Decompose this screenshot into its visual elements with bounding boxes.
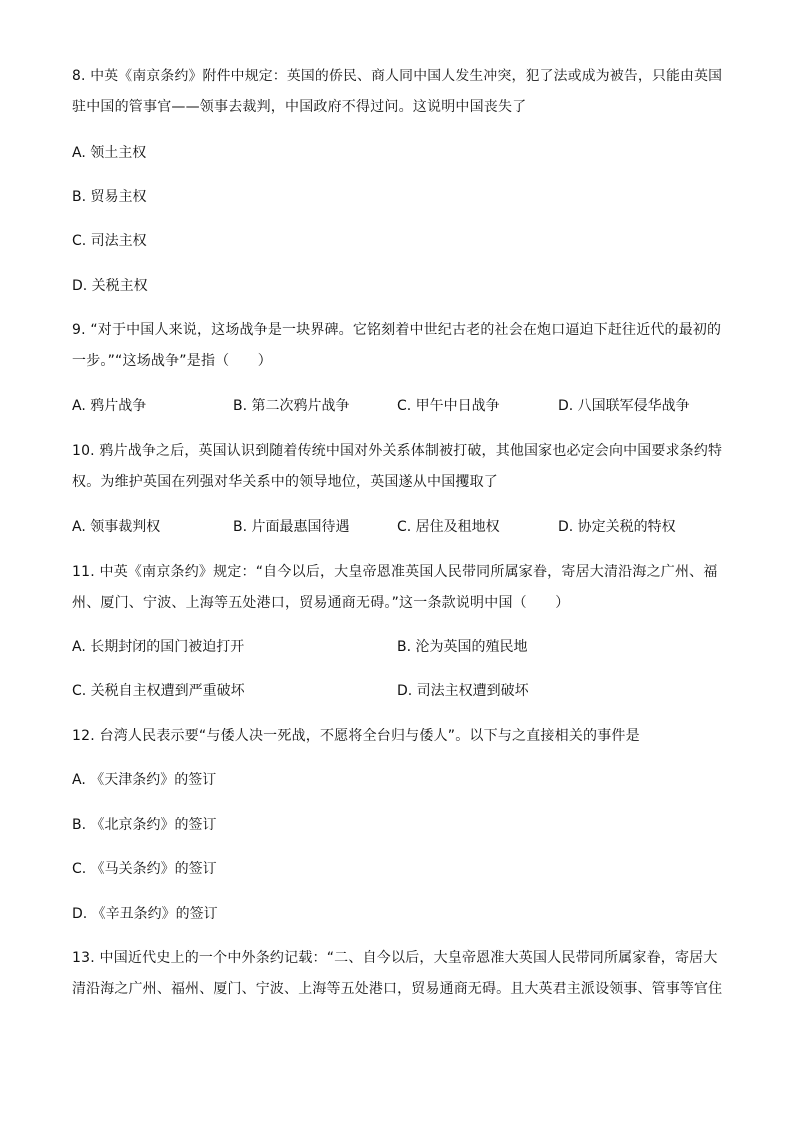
- question-11-line-2: 州、厦门、宁波、上海等五处港口，贸易通商无碍。”这一条款说明中国（ ）: [72, 595, 570, 611]
- question-10-option-c: C. 居住及租地权: [397, 519, 500, 535]
- question-9-option-a: A. 鸦片战争: [72, 398, 147, 414]
- question-11-option-a: A. 长期封闭的国门被迫打开: [72, 639, 245, 655]
- question-12-option-c: C. 《马关条约》的签订: [72, 861, 217, 877]
- question-10-option-a: A. 领事裁判权: [72, 519, 161, 535]
- question-11-option-b: B. 沦为英国的殖民地: [397, 639, 528, 655]
- question-8-option-c: C. 司法主权: [72, 233, 147, 249]
- question-8-line-1: 8. 中英《南京条约》附件中规定：英国的侨民、商人同中国人发生冲突，犯了法或成为被告，只能由英国: [72, 68, 723, 84]
- question-13-line-2: 清沿海之广州、福州、厦门、宁波、上海等五处港口，贸易通商无碍。且大英君主派设领事、管事等官住: [72, 981, 723, 997]
- question-9-option-c: C. 甲午中日战争: [397, 398, 500, 414]
- question-9-option-b: B. 第二次鸦片战争: [233, 398, 350, 414]
- question-12-option-b: B. 《北京条约》的签订: [72, 817, 217, 833]
- question-10-line-2: 权。为维护英国在列强对华关系中的领导地位，英国遂从中国攫取了: [72, 474, 498, 490]
- question-9-line-1: 9. “对于中国人来说，这场战争是一块界碑。它铭刻着中世纪古老的社会在炮口逼迫下赶往近代的最初的: [72, 322, 722, 338]
- question-12-option-a: A. 《天津条约》的签订: [72, 772, 217, 788]
- question-9-option-d: D. 八国联军侵华战争: [558, 398, 690, 414]
- question-12-option-d: D. 《辛丑条约》的签订: [72, 906, 218, 922]
- question-8-line-2: 驻中国的管事官——领事去裁判，中国政府不得过问。这说明中国丧失了: [72, 99, 527, 115]
- question-9-line-2: 一步。”“这场战争”是指（ ）: [72, 353, 272, 369]
- question-11-line-1: 11. 中英《南京条约》规定：“自今以后，大皇帝恩准英国人民带同所属家眷，寄居大清沿海之广州、福: [72, 564, 718, 580]
- question-10-line-1: 10. 鸦片战争之后，英国认识到随着传统中国对外关系体制被打破，其他国家也必定会向中国要求条约特: [72, 443, 723, 459]
- question-10-option-b: B. 片面最惠国待遇: [233, 519, 350, 535]
- question-12-line-1: 12. 台湾人民表示要“与倭人决一死战，不愿将全台归与倭人”。以下与之直接相关的事件是: [72, 728, 640, 744]
- question-11-option-d: D. 司法主权遭到破坏: [397, 683, 529, 699]
- question-8-option-b: B. 贸易主权: [72, 189, 147, 205]
- question-11-option-c: C. 关税自主权遭到严重破坏: [72, 683, 245, 699]
- question-8-option-a: A. 领土主权: [72, 145, 147, 161]
- question-8-option-d: D. 关税主权: [72, 278, 148, 294]
- question-13-line-1: 13. 中国近代史上的一个中外条约记载：“二、自今以后，大皇帝恩准大英国人民带同所属家眷，寄居大: [72, 950, 718, 966]
- question-10-option-d: D. 协定关税的特权: [558, 519, 676, 535]
